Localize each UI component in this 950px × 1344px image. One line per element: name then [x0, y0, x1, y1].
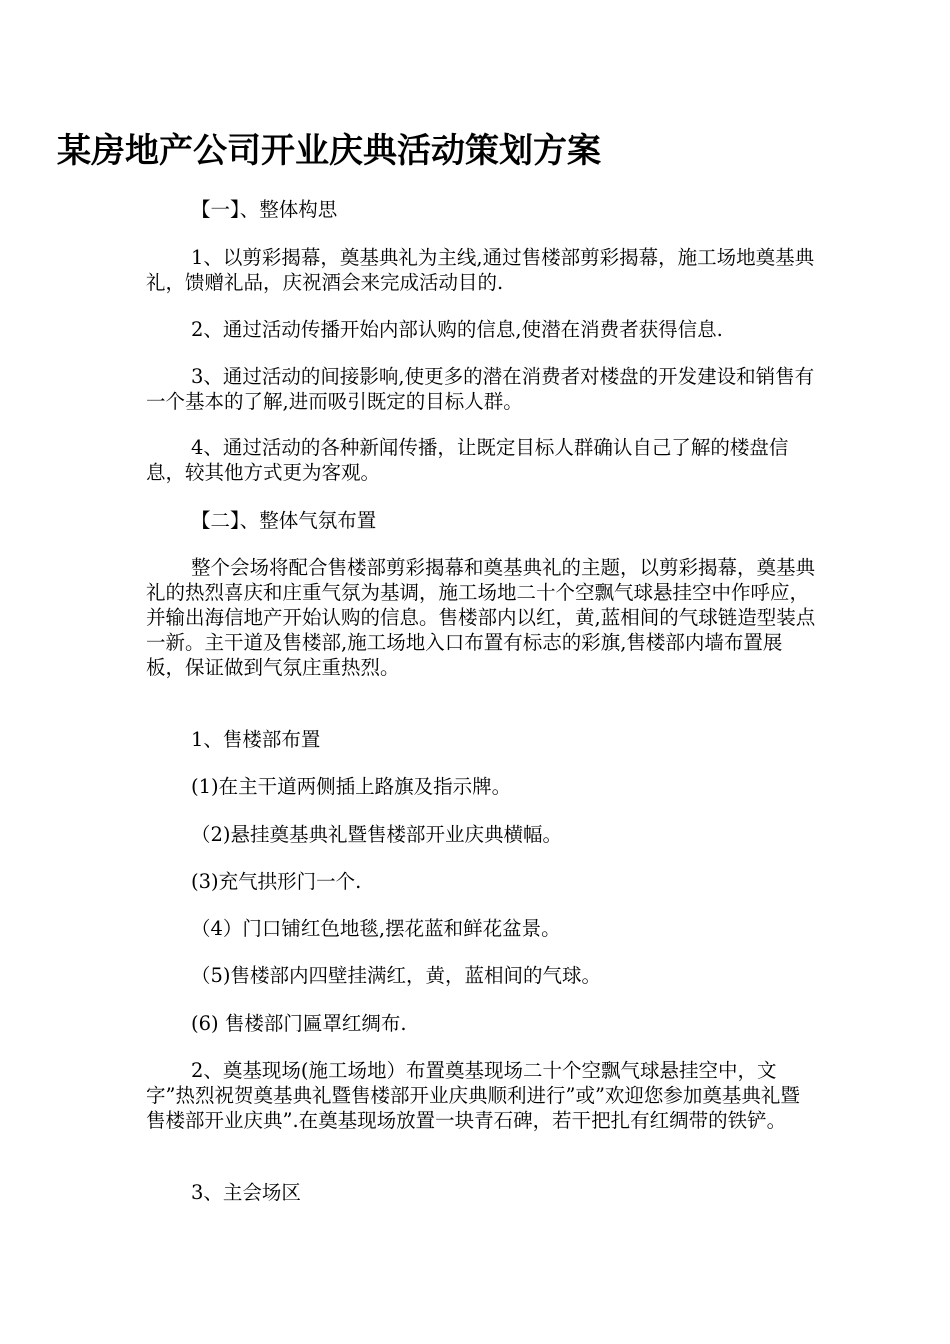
paragraph-5: 整个会场将配合售楼部剪彩揭幕和奠基典礼的主题，以剪彩揭幕，奠基典礼的热烈喜庆和庄重气氛为基调，施工场地二十个空飘气球悬挂空中作呼应，并输出海信地产开始认购的信息。售楼部内以红，黄,蓝相间的气球链造型装点一新。主干道及售楼部,施工场地入口布置有标志的彩旗,售楼部内墙布置展板，保证做到气氛庄重热烈。	[146, 556, 816, 679]
section-heading-1: 【一】、整体构思	[191, 198, 338, 221]
list-item-1: (1)在主干道两侧插上路旗及指示牌。	[191, 775, 512, 798]
document-title: 某房地产公司开业庆典活动策划方案	[57, 131, 601, 171]
section-heading-2: 【二】、整体气氛布置	[191, 509, 377, 532]
subheading-1: 1、售楼部布置	[191, 728, 321, 751]
list-item-2: （2)悬挂奠基典礼暨售楼部开业庆典横幅。	[191, 823, 563, 846]
list-item-6: (6) 售楼部门匾罩红绸布.	[191, 1012, 407, 1035]
paragraph-2: 2、通过活动传播开始内部认购的信息,使潜在消费者获得信息.	[191, 318, 723, 341]
paragraph-3: 3、通过活动的间接影响,使更多的潜在消费者对楼盘的开发建设和销售有一个基本的了解,进而吸引既定的目标人群。	[146, 365, 815, 413]
list-item-4: （4）门口铺红色地毯,摆花蓝和鲜花盆景。	[191, 917, 561, 940]
paragraph-1: 1、以剪彩揭幕，奠基典礼为主线,通过售楼部剪彩揭幕，施工场地奠基典礼，馈赠礼品，庆祝酒会来完成活动目的.	[146, 246, 815, 294]
paragraph-4: 4、通过活动的各种新闻传播，让既定目标人群确认自己了解的楼盘信息，较其他方式更为客观。	[146, 436, 789, 484]
list-item-3: (3)充气拱形门一个.	[191, 870, 362, 893]
subheading-3: 3、主会场区	[191, 1181, 301, 1204]
paragraph-6: 2、奠基现场(施工场地）布置奠基现场二十个空飘气球悬挂空中，文字”热烈祝贺奠基典礼暨售楼部开业庆典顺利进行”或”欢迎您参加奠基典礼暨售楼部开业庆典”.在奠基现场放置一块青石碑，若干把扎有红绸带的铁铲。	[146, 1059, 800, 1132]
list-item-5: （5)售楼部内四壁挂满红，黄，蓝相间的气球。	[191, 964, 602, 987]
